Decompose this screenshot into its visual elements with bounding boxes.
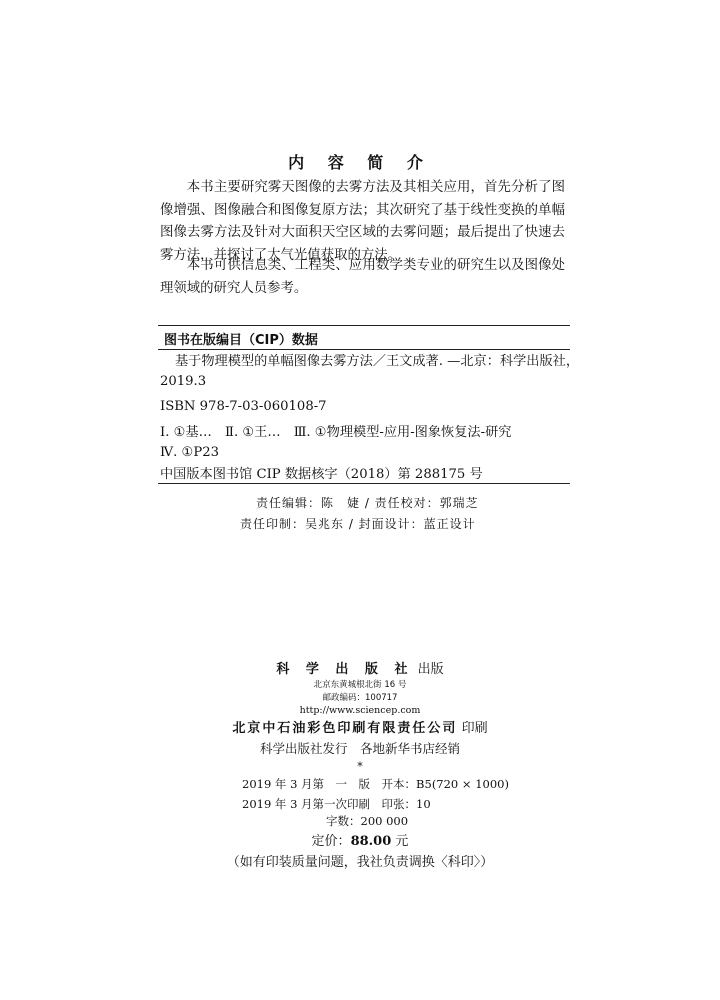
price-line — [0, 830, 720, 849]
separator-star: * — [357, 760, 363, 773]
cip-bottom-rule — [158, 483, 570, 484]
publisher-postcode: 邮政编码：100717 — [322, 693, 398, 703]
staff-production: 责任印制：吴兆东 / 封面设计：蓝正设计 — [240, 517, 476, 531]
summary-paragraph-2: 本书可供信息类、工程类、应用数学类专业的研究生以及图像处理领域的研究人员参考。 — [160, 258, 565, 296]
printer-action: 印刷 — [461, 721, 488, 736]
summary-title: 内 容 简 介 — [288, 153, 432, 172]
word-count: 字数：200 000 — [326, 814, 409, 828]
cip-heading: 图书在版编目（CIP）数据 — [164, 333, 318, 348]
cip-top-rule — [158, 325, 570, 326]
printer-line — [0, 717, 720, 736]
publisher-line — [0, 658, 720, 677]
staff-editors: 责任编辑：陈 婕 / 责任校对：郭瑞芝 — [256, 496, 479, 510]
publisher-name: 科 学 出 版 社 — [276, 662, 414, 677]
price-label: 定价： — [311, 834, 351, 849]
publisher-address: 北京东黄城根北街 16 号 — [313, 680, 407, 690]
distribution-line: 科学出版社发行 各地新华书店经销 — [259, 741, 460, 756]
cip-date-line: 2019.3 — [160, 374, 207, 389]
quality-note: （如有印装质量问题，我社负责调换〈科印〉） — [226, 855, 494, 870]
cip-classification-1: Ⅰ. ①基… Ⅱ. ①王… Ⅲ. ①物理模型-应用-图象恢复法-研究 — [160, 425, 512, 440]
printer-name: 北京中石油彩色印刷有限责任公司 — [232, 721, 458, 736]
edition-line-2: 2019 年 3 月第一次印刷 印张：10 — [242, 797, 431, 811]
summary-paragraph-1: 本书主要研究雾天图像的去雾方法及其相关应用，首先分析了图像增强、图像融合和图像复原方法；其次研究了基于线性变换的单幅图像去雾方法及针对大面积天空区域的去雾问题；最后提出了快速去雾方法，并探讨了大气光值获取的方法。 — [160, 180, 565, 263]
publisher-action: 出版 — [417, 662, 444, 677]
cip-isbn: ISBN 978-7-03-060108-7 — [160, 399, 327, 414]
price-unit: 元 — [395, 834, 409, 849]
cip-classification-2: Ⅳ. ①P23 — [160, 445, 220, 460]
price-value: 88.00 — [350, 834, 392, 849]
cip-record-number: 中国版本图书馆 CIP 数据核字（2018）第 288175 号 — [160, 467, 483, 482]
edition-line-1: 2019 年 3 月第 一 版 开本：B5(720 × 1000) — [242, 777, 509, 791]
cip-title-line: 基于物理模型的单幅图像去雾方法／王文成著. —北京：科学出版社， — [175, 354, 580, 369]
publisher-url: http://www.sciencep.com — [299, 705, 421, 716]
cip-heading-rule — [158, 349, 570, 350]
